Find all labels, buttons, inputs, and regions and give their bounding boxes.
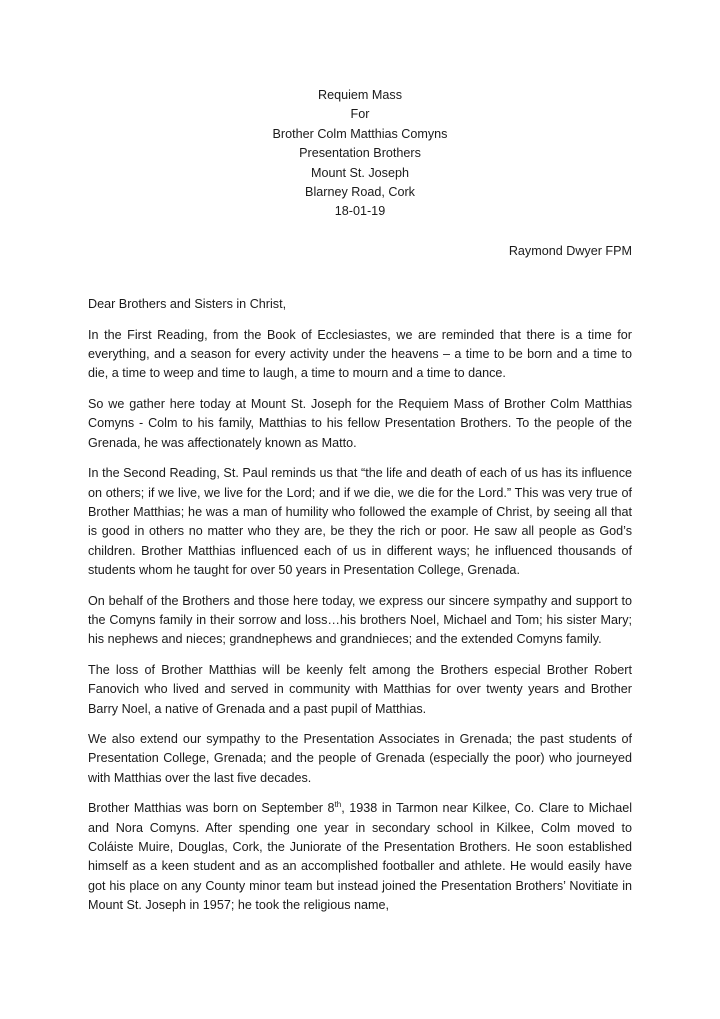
paragraph: So we gather here today at Mount St. Joseph for the Requiem Mass of Brother Colm Matthias Comyns - Colm to his family, Matthias to his fellow Presentation Brothers. To the people of the Grenada, he was affectionately known as Matto. bbox=[88, 396, 632, 450]
paragraph: The loss of Brother Matthias will be keenly felt among the Brothers especial Brother Robert Fanovich who lived and served in community with Matthias for over twenty years and Brother Barry Noel, a native of Grenada and a past pupil of Matthias. bbox=[88, 662, 632, 716]
paragraph: We also extend our sympathy to the Presentation Associates in Grenada; the past students of Presentation College, Grenada; and the people of Grenada (especially the poor) who journeyed with Matthias over the last five decades. bbox=[88, 731, 632, 785]
title-line: Requiem Mass bbox=[318, 88, 402, 102]
ordinal-superscript: th bbox=[334, 800, 342, 809]
title-line: 18-01-19 bbox=[334, 204, 386, 219]
salutation: Dear Brothers and Sisters in Christ, bbox=[88, 297, 287, 312]
title-line: Mount St. Joseph bbox=[310, 165, 409, 180]
paragraph-text: Brother Matthias was born on September 8 bbox=[88, 801, 335, 816]
document-body bbox=[88, 86, 632, 916]
paragraph: On behalf of the Brothers and those here today, we express our sincere sympathy and support to the Comyns family in their sorrow and loss…his brothers Noel, Michael and Tom; his sister Mary; his nephews and nieces; grandnephews and grandnieces; and the extended Comyns family. bbox=[88, 593, 632, 647]
title-line: Brother Colm Matthias Comyns bbox=[272, 126, 448, 141]
paragraph-birth bbox=[88, 799, 632, 915]
title-block bbox=[88, 86, 632, 222]
title-line: Blarney Road, Cork bbox=[305, 185, 415, 200]
paragraph-text: , 1938 in Tarmon near Kilkee, Co. Clare to Michael and Nora Comyns. After spending one year in secondary school in Kilkee, Colm moved to Coláiste Muire, Douglas, Cork, the Juniorate of the Presentation Brothers. He soon established himself as a keen student and as an accomplished footballer and athlete. He would easily have got his place on any County minor team but instead joined the Presentation Brothers’ Novitiate in Mount St. Joseph in 1957; he took the religious name, bbox=[88, 801, 633, 913]
title-line: Presentation Brothers bbox=[299, 146, 421, 161]
paragraph: In the Second Reading, St. Paul reminds us that “the life and death of each of us has its influence on others; if we live, we live for the Lord; and if we die, we die for the Lord.” This was very true of Brother Matthias; he was a man of humility who followed the example of Christ, by seeing all that is good in others no matter who they are, be they the rich or poor. He saw all people as God’s children. Brother Matthias influenced each of us in different ways; he influenced thousands of students whom he taught for over 50 years in Presentation College, Grenada. bbox=[88, 466, 632, 578]
paragraph: In the First Reading, from the Book of Ecclesiastes, we are reminded that there is a time for everything, and a season for every activity under the heavens – a time to be born and a time to die, a time to weep and time to laugh, a time to mourn and a time to dance. bbox=[88, 327, 632, 381]
author-line: Raymond Dwyer FPM bbox=[508, 243, 632, 258]
title-line: For bbox=[350, 107, 370, 122]
